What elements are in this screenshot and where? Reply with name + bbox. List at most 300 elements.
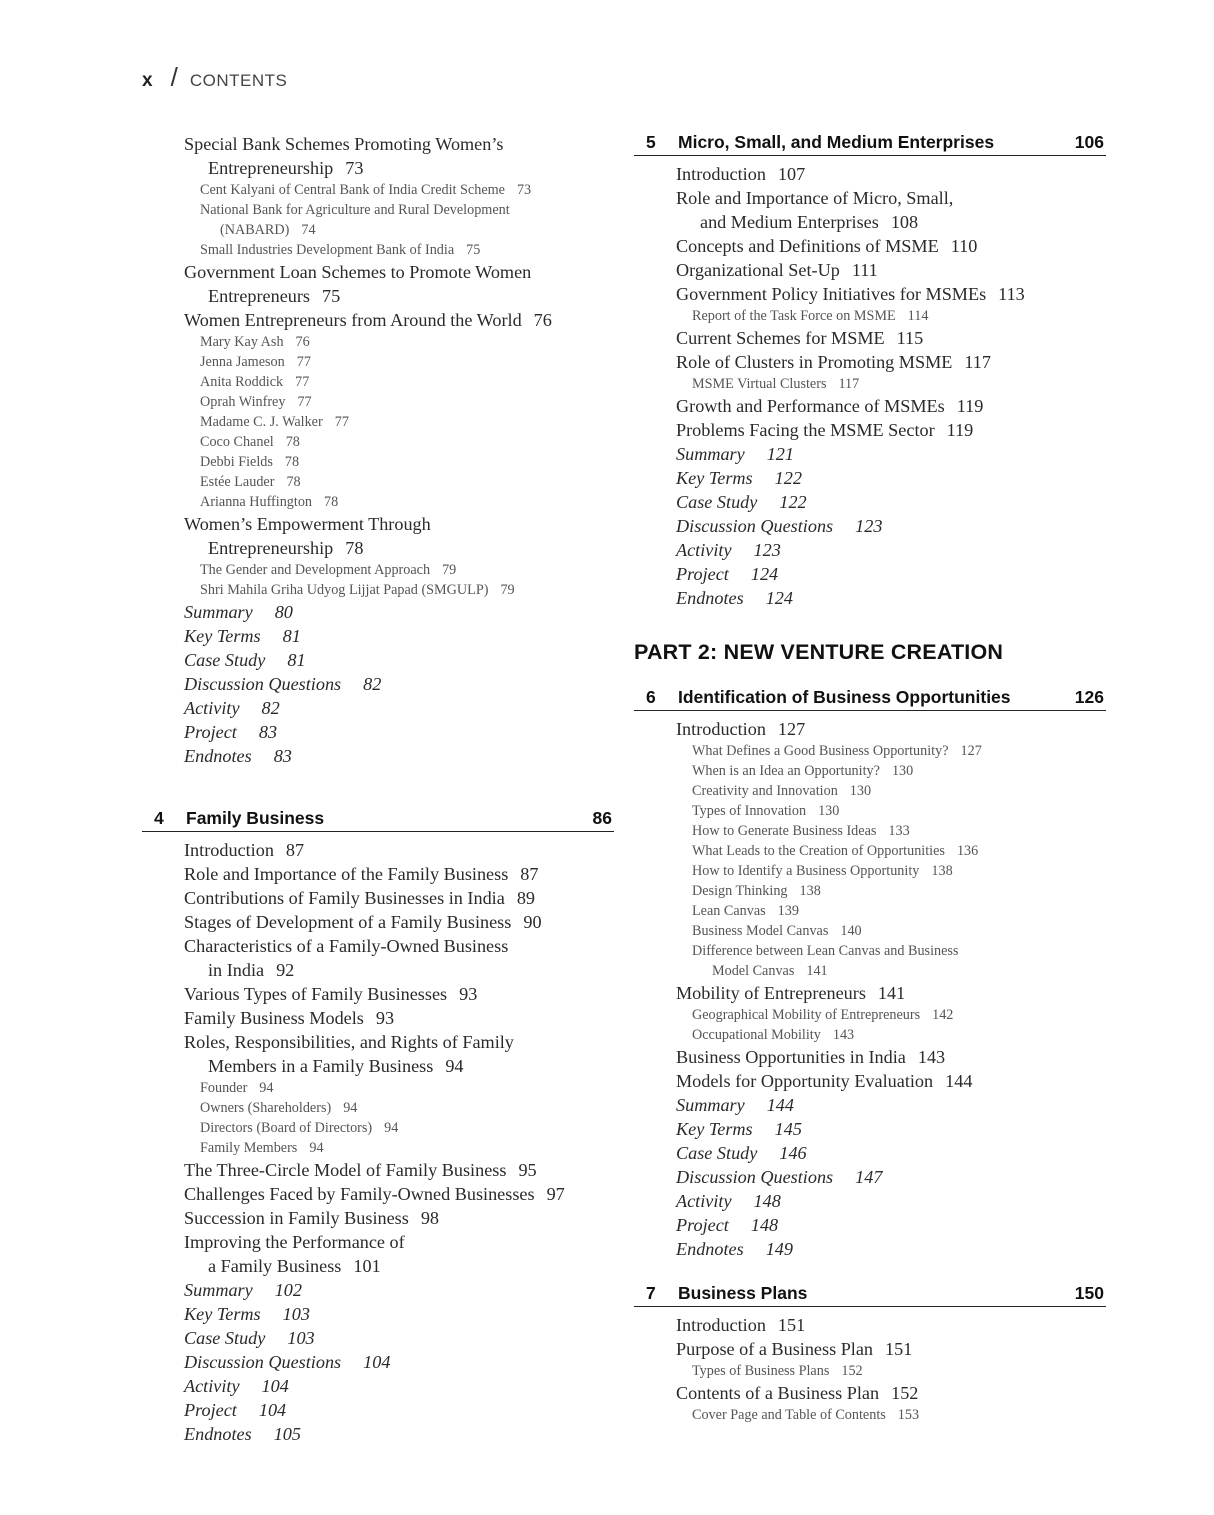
- header-separator: /: [170, 62, 178, 92]
- toc-endmatter-entry: [676, 466, 1106, 490]
- entry-title: Activity: [676, 1191, 732, 1211]
- toc-entry: [184, 1158, 614, 1182]
- entry-title: (NABARD): [220, 222, 290, 238]
- chapter-number: 7: [646, 1283, 656, 1303]
- entry-title: Endnotes: [676, 1239, 744, 1259]
- entry-page: 101: [353, 1256, 381, 1276]
- toc-entries-continued: [142, 132, 614, 180]
- entry-title: Succession in Family Business: [184, 1208, 409, 1228]
- entry-title: Summary: [184, 1280, 253, 1300]
- entry-page: 108: [890, 212, 919, 232]
- chapter-6-entries-end: [634, 1045, 1106, 1261]
- entry-title: Organizational Set-Up: [676, 260, 840, 280]
- toc-endmatter-entry: [676, 490, 1106, 514]
- entry-title: in India: [208, 960, 265, 980]
- entry-page: 102: [274, 1280, 302, 1300]
- toc-endmatter-entry: [184, 600, 614, 624]
- entry-page: 104: [363, 1352, 391, 1372]
- entry-page: 104: [261, 1376, 289, 1396]
- toc-entry-continued: [184, 1254, 614, 1278]
- toc-entry-continued: [184, 1054, 614, 1078]
- chapter-number: 4: [154, 808, 164, 828]
- entry-page: 143: [917, 1047, 946, 1067]
- entry-page: 103: [287, 1328, 315, 1348]
- entry-title: Special Bank Schemes Promoting Women’s: [184, 134, 504, 154]
- toc-endmatter-entry: [676, 1213, 1106, 1237]
- toc-endmatter-entry: [676, 1117, 1106, 1141]
- entry-page: 73: [345, 158, 364, 178]
- entry-page: 138: [931, 863, 953, 879]
- entry-title: Problems Facing the MSME Sector: [676, 420, 935, 440]
- chapter-page: 86: [592, 808, 612, 828]
- toc-entry: [184, 1030, 614, 1054]
- toc-subentry: [142, 1118, 614, 1138]
- toc-entry: [184, 862, 614, 886]
- toc-endmatter-entry: [184, 744, 614, 768]
- entry-page: 79: [442, 562, 457, 578]
- entry-title: Role and Importance of the Family Business: [184, 864, 509, 884]
- entry-title: Activity: [676, 540, 732, 560]
- toc-entry: [676, 1313, 1106, 1337]
- entry-page: 110: [950, 236, 978, 256]
- toc-entry: [676, 981, 1106, 1005]
- toc-subentry: [142, 1098, 614, 1118]
- toc-subentry: [634, 921, 1106, 941]
- toc-entry: [184, 308, 614, 332]
- entry-page: 97: [546, 1184, 565, 1204]
- entry-title: Government Policy Initiatives for MSMEs: [676, 284, 987, 304]
- toc-subentry-continued: [142, 220, 614, 240]
- toc-entry-continued: [676, 210, 1106, 234]
- toc-endmatter-entry: [184, 1302, 614, 1326]
- entry-page: 127: [960, 743, 982, 759]
- entry-page: 122: [779, 492, 807, 512]
- entry-title: Characteristics of a Family-Owned Business: [184, 936, 509, 956]
- entry-title: What Leads to the Creation of Opportunities: [692, 843, 945, 859]
- entry-page: 76: [295, 334, 310, 350]
- entry-title: and Medium Enterprises: [700, 212, 879, 232]
- entry-title: Business Opportunities in India: [676, 1047, 906, 1067]
- chapter-5-entries-end: [634, 394, 1106, 610]
- toc-endmatter-entry: [676, 1189, 1106, 1213]
- chapter-page: 126: [1074, 687, 1104, 707]
- entry-page: 123: [753, 540, 781, 560]
- entry-page: 79: [500, 582, 515, 598]
- entry-page: 77: [295, 374, 310, 390]
- entry-title: How to Identify a Business Opportunity: [692, 863, 920, 879]
- entry-title: Case Study: [184, 1328, 266, 1348]
- entry-title: Debbi Fields: [200, 454, 273, 470]
- toc-endmatter-entry: [184, 696, 614, 720]
- toc-subentry: [142, 432, 614, 452]
- toc-subentry: [634, 741, 1106, 761]
- entry-page: 74: [301, 222, 316, 238]
- entry-page: 115: [896, 328, 924, 348]
- entry-page: 146: [779, 1143, 807, 1163]
- entry-title: Coco Chanel: [200, 434, 274, 450]
- entry-page: 141: [806, 963, 828, 979]
- toc-endmatter-entry: [676, 1165, 1106, 1189]
- right-column: [634, 132, 1106, 1425]
- entry-title: Project: [676, 564, 729, 584]
- toc-entry: [676, 418, 1106, 442]
- entry-title: Concepts and Definitions of MSME: [676, 236, 939, 256]
- toc-subentry: [634, 374, 1106, 394]
- chapter-4-entries-more: [142, 1158, 614, 1446]
- entry-page: 119: [946, 420, 974, 440]
- entry-page: 119: [956, 396, 984, 416]
- toc-endmatter-entry: [676, 538, 1106, 562]
- entry-title: Roles, Responsibilities, and Rights of Family: [184, 1032, 514, 1052]
- entry-title: Anita Roddick: [200, 374, 284, 390]
- entry-title: Owners (Shareholders): [200, 1100, 332, 1116]
- toc-entry: [676, 282, 1106, 306]
- entry-page: 124: [750, 564, 779, 584]
- toc-subentry: [634, 1005, 1106, 1025]
- page-number: x: [142, 70, 153, 91]
- entry-title: Geographical Mobility of Entrepreneurs: [692, 1007, 921, 1023]
- entry-page: 94: [445, 1056, 464, 1076]
- entry-title: Model Canvas: [712, 963, 795, 979]
- entry-title: Key Terms: [184, 626, 261, 646]
- entry-title: Government Loan Schemes to Promote Women: [184, 262, 532, 282]
- entry-title: Project: [184, 1400, 237, 1420]
- entry-page: 78: [286, 474, 301, 490]
- entry-title: Entrepreneurs: [208, 286, 311, 306]
- entry-page: 152: [891, 1383, 919, 1403]
- entry-page: 78: [345, 538, 364, 558]
- toc-endmatter-entry: [184, 1326, 614, 1350]
- toc-subentry: [634, 881, 1106, 901]
- entry-page: 105: [273, 1424, 301, 1444]
- entry-title: Members in a Family Business: [208, 1056, 434, 1076]
- entry-title: Project: [184, 722, 237, 742]
- entry-title: Report of the Task Force on MSME: [692, 308, 896, 324]
- toc-subentry: [634, 941, 1106, 961]
- entry-page: 145: [774, 1119, 802, 1139]
- entry-title: Summary: [676, 1095, 745, 1115]
- toc-entries: [142, 260, 614, 332]
- toc-endmatter-entry: [676, 586, 1106, 610]
- entry-page: 82: [363, 674, 382, 694]
- toc-entry: [184, 838, 614, 862]
- entry-title: Case Study: [676, 492, 758, 512]
- toc-subentry: [634, 1405, 1106, 1425]
- entry-page: 87: [285, 840, 305, 860]
- entry-title: Estée Lauder: [200, 474, 275, 490]
- entry-page: 141: [877, 983, 906, 1003]
- entry-title: Family Business Models: [184, 1008, 364, 1028]
- entry-title: What Defines a Good Business Opportunity?: [692, 743, 949, 759]
- toc-entry: [184, 982, 614, 1006]
- entry-title: Mobility of Entrepreneurs: [676, 983, 866, 1003]
- toc-subentry: [142, 200, 614, 220]
- toc-subentry: [142, 332, 614, 352]
- toc-subentry: [142, 452, 614, 472]
- entry-page: 148: [753, 1191, 781, 1211]
- entry-title: Difference between Lean Canvas and Business: [692, 943, 959, 959]
- entry-page: 114: [907, 308, 929, 324]
- entry-page: 94: [384, 1120, 399, 1136]
- entry-page: 95: [518, 1160, 537, 1180]
- entry-page: 151: [777, 1315, 806, 1335]
- toc-subentry: [142, 472, 614, 492]
- entry-title: Case Study: [184, 650, 266, 670]
- entry-page: 117: [838, 376, 860, 392]
- entry-page: 94: [343, 1100, 358, 1116]
- entry-page: 78: [284, 454, 300, 470]
- part-heading: PART 2: NEW VENTURE CREATION: [634, 640, 1004, 664]
- toc-entry: [676, 1045, 1106, 1069]
- toc-entry-continued: [184, 284, 614, 308]
- entry-title: MSME Virtual Clusters: [692, 376, 827, 392]
- entry-page: 78: [285, 434, 300, 450]
- toc-endmatter-entry: [184, 1422, 614, 1446]
- toc-entries: [142, 512, 614, 560]
- entry-page: 107: [777, 164, 806, 184]
- entry-page: 111: [851, 260, 878, 280]
- entry-page: 123: [855, 516, 883, 536]
- entry-page: 83: [258, 722, 278, 742]
- chapter-5-entries: [634, 162, 1106, 306]
- toc-endmatter-entry: [676, 514, 1106, 538]
- chapter-5-entries-more: [634, 326, 1106, 374]
- chapter-title: Family Business: [186, 808, 325, 828]
- entry-page: 75: [466, 242, 481, 258]
- section-title: CONTENTS: [189, 71, 288, 90]
- entry-title: Key Terms: [676, 468, 753, 488]
- entry-page: 93: [459, 984, 478, 1004]
- chapter-7-entries-more: [634, 1381, 1106, 1405]
- entry-page: 144: [945, 1071, 973, 1091]
- chapter-6-entries: [634, 717, 1106, 741]
- entry-title: Women’s Empowerment Through: [184, 514, 431, 534]
- entry-page: 94: [259, 1080, 274, 1096]
- entry-title: Role and Importance of Micro, Small,: [676, 188, 954, 208]
- entry-page: 81: [287, 650, 306, 670]
- entry-title: Family Members: [200, 1140, 298, 1156]
- toc-subentry: [634, 841, 1106, 861]
- entry-title: Stages of Development of a Family Business: [184, 912, 512, 932]
- chapter-number: 5: [646, 132, 656, 152]
- entry-title: National Bank for Agriculture and Rural Development: [200, 202, 510, 218]
- entry-page: 78: [324, 494, 339, 510]
- entry-page: 93: [375, 1008, 395, 1028]
- entry-page: 130: [849, 783, 872, 799]
- entry-title: Small Industries Development Bank of India: [200, 242, 455, 258]
- entry-title: Cover Page and Table of Contents: [692, 1407, 886, 1423]
- entry-page: 124: [765, 588, 793, 608]
- entry-page: 77: [296, 354, 311, 370]
- entry-page: 130: [891, 763, 914, 779]
- chapter-heading-7: [634, 1283, 1106, 1307]
- entry-page: 75: [322, 286, 341, 306]
- chapter-heading-5: [634, 132, 1106, 156]
- entry-title: Introduction: [676, 719, 766, 739]
- toc-entry: [676, 234, 1106, 258]
- toc-subentry: [142, 240, 614, 260]
- toc-entry-continued: [184, 156, 614, 180]
- toc-subentry: [142, 560, 614, 580]
- toc-subentry: [634, 821, 1106, 841]
- entry-title: How to Generate Business Ideas: [692, 823, 877, 839]
- entry-title: Contributions of Family Businesses in India: [184, 888, 505, 908]
- entry-page: 142: [932, 1007, 954, 1023]
- toc-endmatter-entry: [184, 1350, 614, 1374]
- entry-title: Lean Canvas: [692, 903, 766, 919]
- toc-entry: [676, 1069, 1106, 1093]
- entry-title: Types of Business Plans: [692, 1363, 830, 1379]
- toc-endmatter-entry: [184, 1374, 614, 1398]
- entry-page: 140: [840, 923, 862, 939]
- toc-subentry: [634, 1361, 1106, 1381]
- entry-page: 153: [897, 1407, 920, 1423]
- entry-title: Role of Clusters in Promoting MSME: [676, 352, 953, 372]
- toc-entry: [184, 132, 614, 156]
- chapter-6-entries-mid: [634, 981, 1106, 1005]
- entry-title: Cent Kalyani of Central Bank of India Credit Scheme: [200, 182, 505, 198]
- entry-page: 133: [888, 823, 910, 839]
- chapter-page: 150: [1074, 1283, 1104, 1303]
- entry-title: Current Schemes for MSME: [676, 328, 885, 348]
- entry-title: Business Model Canvas: [692, 923, 829, 939]
- entry-page: 130: [818, 803, 840, 819]
- toc-entry: [676, 258, 1106, 282]
- entry-title: Founder: [200, 1080, 248, 1096]
- entry-page: 144: [766, 1095, 794, 1115]
- toc-entry: [184, 512, 614, 536]
- entry-page: 143: [832, 1027, 855, 1043]
- entry-title: Project: [676, 1215, 729, 1235]
- entry-page: 104: [258, 1400, 287, 1420]
- entry-page: 94: [309, 1140, 324, 1156]
- chapter-title: Identification of Business Opportunities: [678, 687, 1011, 707]
- entry-page: 113: [998, 284, 1025, 304]
- entry-page: 148: [750, 1215, 779, 1235]
- toc-subentry: [634, 781, 1106, 801]
- entry-page: 82: [261, 698, 280, 718]
- entry-page: 77: [297, 394, 312, 410]
- entry-title: Occupational Mobility: [692, 1027, 821, 1043]
- chapter-heading-6: [634, 687, 1106, 711]
- entry-title: Case Study: [676, 1143, 758, 1163]
- entry-title: Shri Mahila Griha Udyog Lijjat Papad (SMGULP): [200, 582, 489, 598]
- entry-title: Contents of a Business Plan: [676, 1383, 880, 1403]
- toc-subentry: [142, 1078, 614, 1098]
- toc-subentry: [142, 392, 614, 412]
- toc-subentry: [634, 761, 1106, 781]
- entry-page: 98: [420, 1208, 440, 1228]
- entry-title: Introduction: [676, 164, 766, 184]
- entry-title: Discussion Questions: [184, 674, 342, 694]
- toc-entry: [676, 326, 1106, 350]
- toc-subentry: [142, 580, 614, 600]
- chapter-heading-4: [142, 808, 614, 832]
- toc-entry: [676, 186, 1106, 210]
- toc-endmatter-entry: [184, 624, 614, 648]
- chapter-7-entries: [634, 1313, 1106, 1361]
- toc-endmatter-entry: [676, 1093, 1106, 1117]
- toc-endmatter-entry: [184, 1398, 614, 1422]
- toc-endmatter-entry: [676, 1237, 1106, 1261]
- entry-page: 138: [799, 883, 821, 899]
- toc-endmatter-entry: [184, 1278, 614, 1302]
- toc-subentry: [142, 352, 614, 372]
- toc-endmatter-entry: [676, 562, 1106, 586]
- toc-subentry: [634, 1025, 1106, 1045]
- entry-title: Models for Opportunity Evaluation: [676, 1071, 934, 1091]
- entry-title: Key Terms: [676, 1119, 753, 1139]
- running-header: [142, 62, 287, 93]
- entry-title: Directors (Board of Directors): [200, 1120, 373, 1136]
- toc-entry-continued: [184, 958, 614, 982]
- entry-title: Endnotes: [184, 1424, 252, 1444]
- entry-title: Introduction: [184, 840, 274, 860]
- entry-page: 103: [282, 1304, 310, 1324]
- entry-page: 147: [855, 1167, 883, 1187]
- toc-entry: [184, 1006, 614, 1030]
- entry-title: Improving the Performance of: [184, 1232, 405, 1252]
- entry-title: Summary: [676, 444, 745, 464]
- entry-page: 73: [516, 182, 532, 198]
- toc-subentry-continued: [634, 961, 1106, 981]
- toc-endmatter-entry: [676, 442, 1106, 466]
- entry-page: 90: [523, 912, 542, 932]
- entry-page: 81: [282, 626, 301, 646]
- entry-title: Activity: [184, 1376, 240, 1396]
- toc-entry: [676, 162, 1106, 186]
- entry-title: a Family Business: [208, 1256, 342, 1276]
- entry-title: Discussion Questions: [184, 1352, 342, 1372]
- entry-title: Activity: [184, 698, 240, 718]
- toc-endmatter-entry: [184, 720, 614, 744]
- chapter-title: Business Plans: [678, 1283, 808, 1303]
- entry-page: 76: [533, 310, 552, 330]
- chapter-page: 106: [1074, 132, 1104, 152]
- entry-page: 152: [841, 1363, 863, 1379]
- entry-title: Growth and Performance of MSMEs: [676, 396, 945, 416]
- entry-title: Introduction: [676, 1315, 766, 1335]
- entry-title: Creativity and Innovation: [692, 783, 838, 799]
- toc-subentry: [634, 861, 1106, 881]
- toc-entry: [184, 1206, 614, 1230]
- toc-subentry: [634, 901, 1106, 921]
- entry-title: Arianna Huffington: [200, 494, 313, 510]
- entry-page: 139: [777, 903, 799, 919]
- entry-title: Endnotes: [676, 588, 744, 608]
- toc-endmatter-entry: [676, 1141, 1106, 1165]
- entry-title: Endnotes: [184, 746, 252, 766]
- toc-subentry: [142, 412, 614, 432]
- entry-page: 77: [334, 414, 349, 430]
- entry-page: 127: [777, 719, 806, 739]
- toc-entry: [676, 394, 1106, 418]
- entry-title: Madame C. J. Walker: [200, 414, 323, 430]
- toc-entry: [184, 1182, 614, 1206]
- entry-title: Oprah Winfrey: [200, 394, 286, 410]
- entry-title: Various Types of Family Businesses: [184, 984, 448, 1004]
- toc-endmatter-entry: [184, 672, 614, 696]
- entry-title: Entrepreneurship: [208, 538, 334, 558]
- entry-title: Women Entrepreneurs from Around the World: [184, 310, 522, 330]
- toc-subentry: [142, 180, 614, 200]
- entry-title: Types of Innovation: [692, 803, 807, 819]
- entry-page: 89: [516, 888, 535, 908]
- toc-subentry: [142, 492, 614, 512]
- entry-title: Entrepreneurship: [208, 158, 334, 178]
- entry-title: The Three-Circle Model of Family Business: [184, 1160, 507, 1180]
- entry-title: Mary Kay Ash: [200, 334, 284, 350]
